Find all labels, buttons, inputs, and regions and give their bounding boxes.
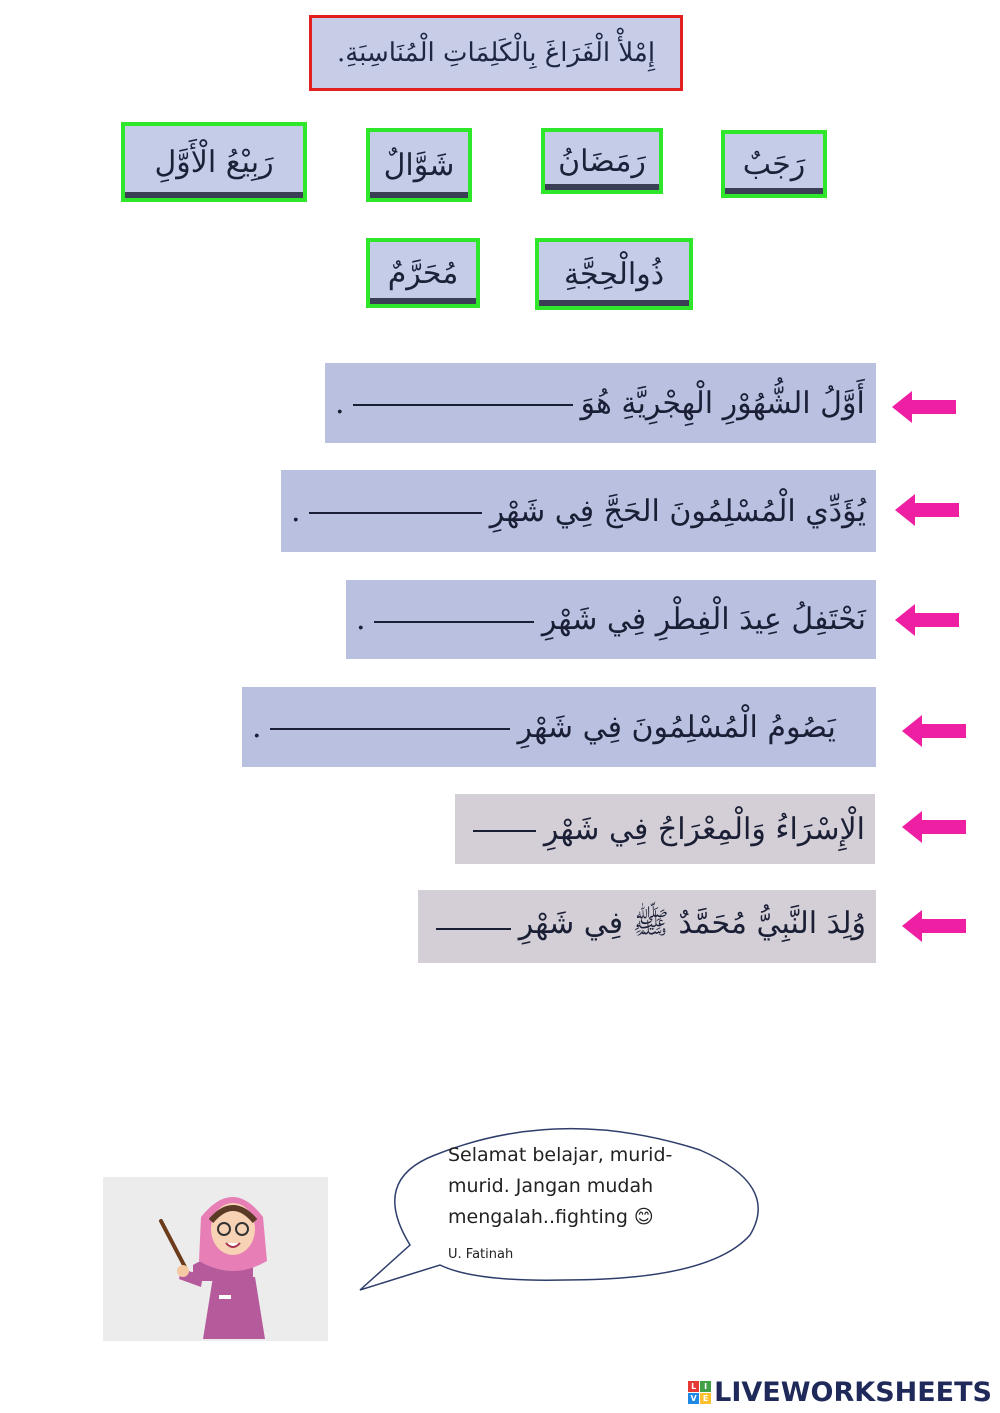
question-text: يُؤَدِّي الْمُسْلِمُونَ الحَجَّ فِي شَهْرِ: [489, 493, 866, 529]
word-label: رَبِيْعُ الْأَوَّلِ: [154, 144, 274, 180]
word-label: شَوَّالٌ: [383, 147, 455, 183]
word-card-muharram[interactable]: [366, 238, 480, 308]
word-card-rajab[interactable]: [721, 130, 827, 198]
teacher-illustration: [103, 1177, 328, 1341]
question-text: الْإِسْرَاءُ وَالْمِعْرَاجُ فِي شَهْرِ: [543, 811, 865, 847]
left-arrow-icon: [893, 600, 963, 640]
brand-letter: V: [688, 1393, 699, 1404]
answer-input[interactable]: [466, 812, 600, 848]
answer-input[interactable]: [418, 910, 547, 946]
question-text: يَصُومُ الْمُسْلِمُونَ فِي شَهْرِ: [517, 709, 836, 745]
left-arrow-icon: [900, 807, 970, 847]
question-end: .: [356, 602, 366, 637]
left-arrow-icon: [893, 490, 963, 530]
left-arrow-icon: [900, 711, 970, 751]
word-label: رَمَضَانُ: [558, 143, 646, 179]
brand-letter: E: [700, 1393, 711, 1404]
question-end: .: [252, 709, 262, 745]
brand-letter: L: [688, 1381, 699, 1392]
word-card-rabiul-awwal[interactable]: [121, 122, 307, 202]
instruction-text: إِمْلأْ الْفَرَاغَ بِالْكَلِمَاتِ الْمُنَاسِبَةِ.: [336, 38, 656, 68]
word-card-ramadan[interactable]: [541, 128, 663, 194]
question-text: أَوَّلُ الشُّهُوْرِ الْهِجْرِيَّةِ هُوَ: [580, 385, 865, 421]
word-label: ذُوالْحِجَّةِ: [563, 256, 665, 292]
brand-icon: [688, 1381, 711, 1404]
word-label: مُحَرَّمٌ: [387, 255, 459, 291]
brand-text: LIVEWORKSHEETS: [714, 1377, 992, 1408]
speech-message: Selamat belajar, murid-murid. Jangan mudah mengalah..fighting 😊: [448, 1144, 673, 1228]
answer-input[interactable]: [372, 601, 566, 637]
question-text: نَحْتَفِلُ عِيدَ الْفِطْرِ فِي شَهْرِ: [541, 602, 866, 637]
left-arrow-icon: [900, 906, 970, 946]
teacher-figure-icon: [103, 1177, 328, 1341]
question-end: .: [291, 493, 301, 529]
liveworksheets-logo: [688, 1377, 992, 1408]
left-arrow-icon: [890, 387, 960, 427]
question-end: .: [335, 385, 345, 421]
brand-letter: I: [700, 1381, 711, 1392]
speech-signature: U. Fatinah: [448, 1247, 514, 1262]
question-text: وُلِدَ النَّبِيُّ مُحَمَّدٌ ﷺ فِي شَهْرِ: [518, 906, 866, 941]
answer-input[interactable]: [345, 385, 579, 421]
word-card-shawwal[interactable]: [366, 128, 472, 202]
answer-input[interactable]: [285, 709, 534, 745]
word-card-dhul-hijjah[interactable]: [535, 238, 693, 310]
answer-input[interactable]: [320, 492, 524, 528]
word-label: رَجَبٌ: [742, 146, 806, 182]
instruction-title: [309, 15, 683, 91]
